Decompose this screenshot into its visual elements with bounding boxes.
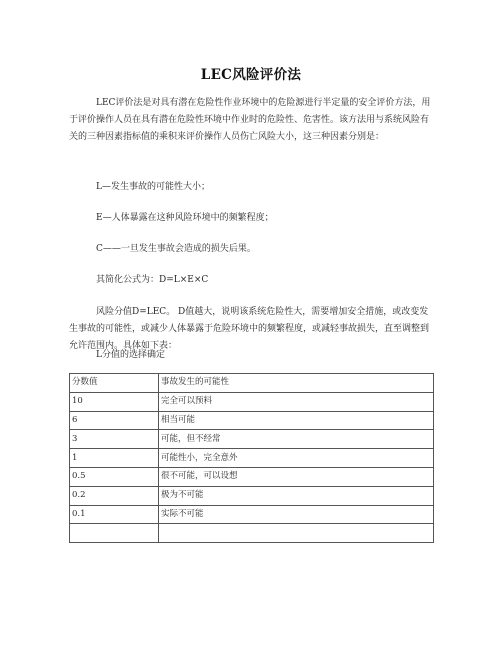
cell-possibility: 极为不可能: [159, 486, 434, 505]
cell-score: 1: [70, 449, 159, 468]
l-value-table: [69, 373, 434, 543]
table-row: [70, 467, 434, 486]
intro-paragraph: LEC评价法是对具有潜在危险性作业环境中的危险源进行半定量的安全评价方法，用于评价操作人员在具有潜在危险性环境中作业时的危险性、危害性。该方法用与系统风险有关的三种因素指标值的乘积来评价操作人员伤亡风险大小，这三种因素分别是：: [69, 98, 431, 142]
l-table-caption: L分值的选择确定: [96, 350, 165, 360]
factor-e-line: E—人体暴露在这种风险环境中的频繁程度；: [96, 213, 274, 223]
cell-possibility: 可能，但不经常: [159, 430, 434, 449]
cell-score: [70, 524, 159, 543]
cell-possibility: 可能性小，完全意外: [159, 449, 434, 468]
cell-score: 0.2: [70, 486, 159, 505]
header-possibility: 事故发生的可能性: [159, 374, 434, 393]
cell-score: 0.5: [70, 467, 159, 486]
d-explanation-paragraph: 风险分值D=LEC。 D值越大，说明该系统危险性大，需要增加安全措施，或改变发生事故的可能性，或减少人体暴露于危险环境中的频繁程度，或减轻事故损失，直至调整到允许范围内。具体如下表：: [69, 307, 430, 351]
header-score: 分数值: [70, 374, 159, 393]
table-header-row: [70, 374, 434, 393]
table-row: [70, 486, 434, 505]
cell-possibility: 相当可能: [159, 411, 434, 430]
cell-score: 3: [70, 430, 159, 449]
cell-score: 6: [70, 411, 159, 430]
document-title: LEC风险评价法: [200, 67, 302, 83]
table-row: [70, 430, 434, 449]
cell-possibility: 完全可以预料: [159, 392, 434, 411]
table-row: [70, 449, 434, 468]
table-row: [70, 505, 434, 524]
cell-possibility: [159, 524, 434, 543]
cell-possibility: 实际不可能: [159, 505, 434, 524]
table-row: [70, 411, 434, 430]
cell-possibility: 很不可能，可以设想: [159, 467, 434, 486]
cell-score: 0.1: [70, 505, 159, 524]
cell-score: 10: [70, 392, 159, 411]
formula-line: 其简化公式为：D=L×E×C: [96, 275, 209, 285]
factor-c-line: C——一旦发生事故会造成的损失后果。: [96, 244, 256, 254]
table-row-empty: [70, 524, 434, 543]
table-row: [70, 392, 434, 411]
factor-l-line: L—发生事故的可能性大小；: [96, 182, 210, 192]
